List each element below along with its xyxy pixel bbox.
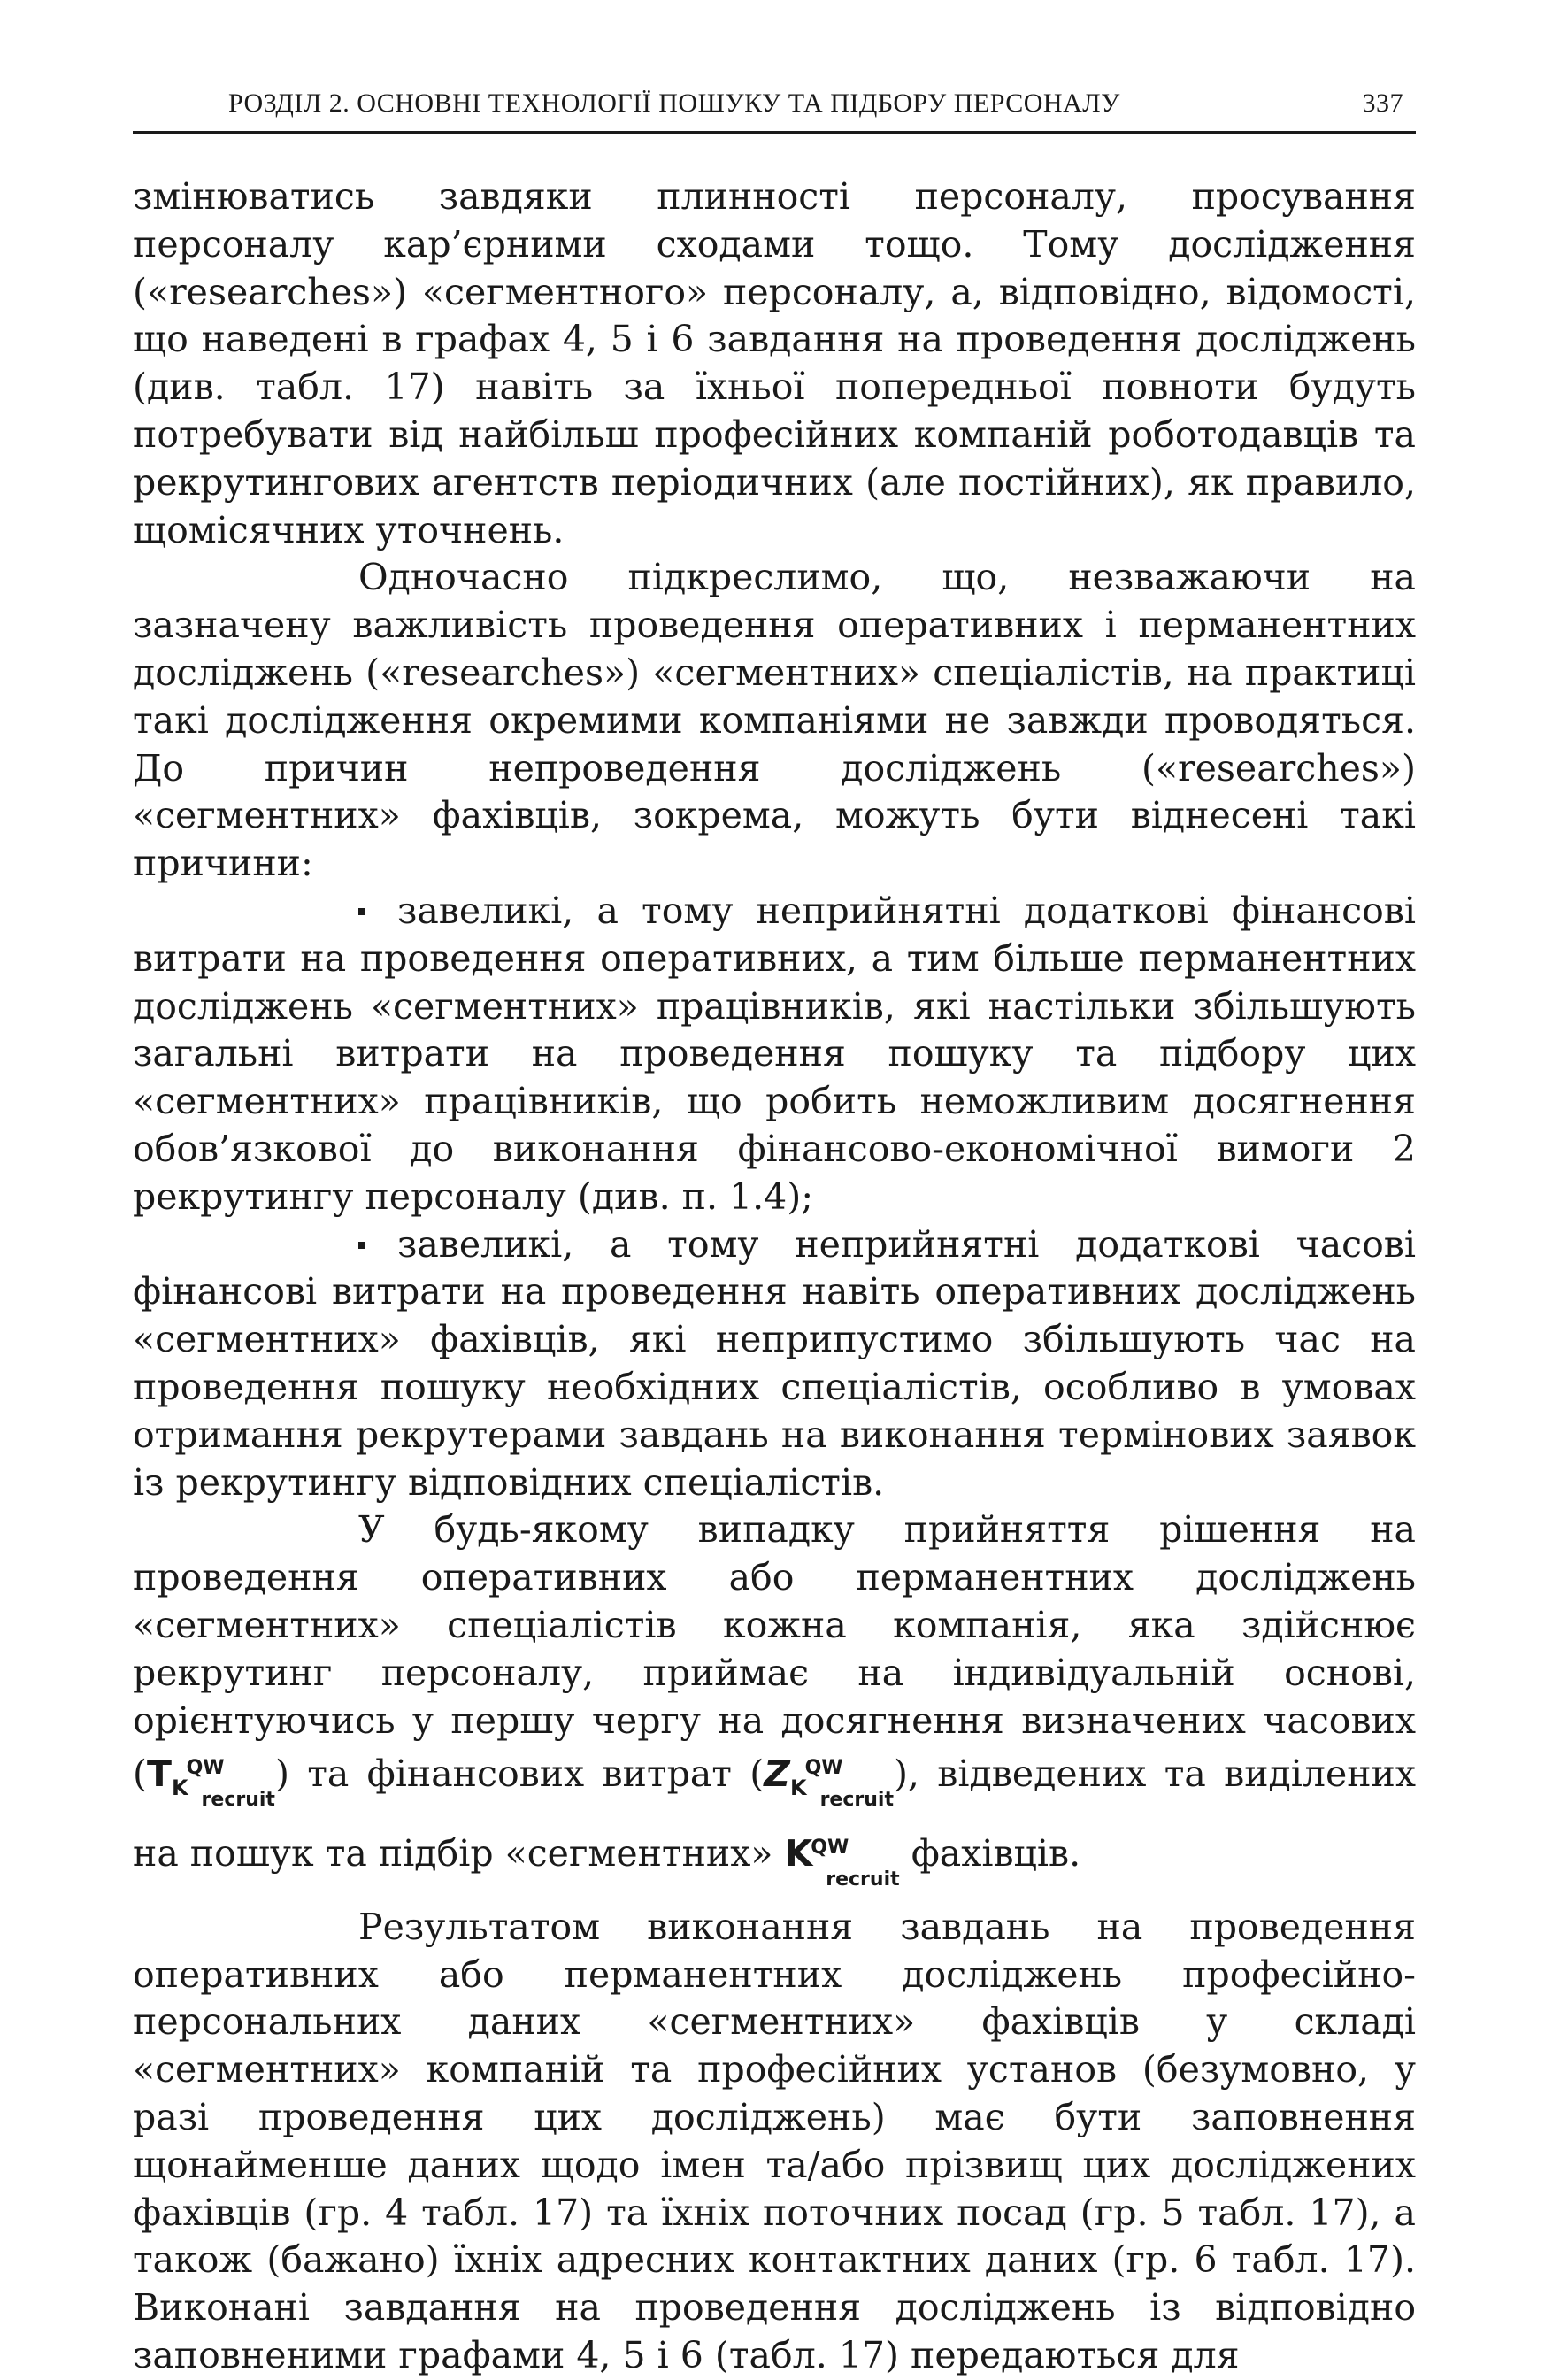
bullet-item-2	[133, 1221, 1416, 1507]
paragraph-3-part-a: У будь-якому випадку прийняття рішення на проведення оперативних або перманентних досліджень «сегментних» спеціалістів кожна компанія, яка здійснює рекрутинг персоналу, приймає на індивідуальній основі, орієнтуючись у першу чергу на досягнення визначених часових (	[133, 1508, 1416, 1796]
paragraph-3-part-b: ) та фінансових витрат (	[274, 1752, 765, 1796]
paragraph-3-part-c: ), відведених та виділених на пошук та підбір «сегментних»	[133, 1752, 1416, 1876]
symbol-qw-sup: QW	[186, 1757, 225, 1780]
paragraph-4: Результатом виконання завдань на проведення оперативних або перманентних досліджень професійно-персональних даних «сегментних» фахівців у складі «сегментних» компаній та професійних установ (безумовно, у разі проведення цих досліджень) має бути заповнення щонайменше даних щодо імен та/або прізвищ цих досліджених фахівців (гр. 4 табл. 17) та їхніх поточних посад (гр. 5 табл. 17), а також (бажано) їхніх адресних контактних даних (гр. 6 табл. 17). Виконані завдання на проведення досліджень із відповідно заповненими графами 4, 5 і 6 (табл. 17) передаються для	[133, 1905, 1416, 2377]
formula-t-k-recruit	[147, 1752, 275, 1812]
bullet-icon	[358, 908, 365, 915]
symbol-recruit-sub: recruit	[826, 1868, 900, 1891]
page-number: 337	[1362, 89, 1403, 118]
symbol-t: T	[147, 1752, 172, 1796]
symbol-recruit-sub: recruit	[819, 1789, 894, 1812]
symbol-qw-sup: QW	[804, 1757, 843, 1780]
symbol-k-sub: K	[171, 1775, 188, 1801]
symbol-qw-sup: QW	[811, 1837, 849, 1860]
chapter-title: РОЗДІЛ 2. ОСНОВНІ ТЕХНОЛОГІЇ ПОШУКУ ТА ПІДБОРУ ПЕРСОНАЛУ	[228, 89, 1120, 118]
bullet-text-2: завеликі, а тому неприйнятні додаткові часові фінансові витрати на проведення навіть оперативних досліджень «сегментних» фахівців, які неприпустимо збільшують час на проведення пошуку необхідних спеціалістів, особливо в умовах отримання рекрутерами завдань на виконання термінових заявок із рекрутингу відповідних спеціалістів.	[133, 1222, 1416, 1504]
symbol-recruit-sub: recruit	[201, 1789, 275, 1812]
symbol-k: K	[784, 1832, 813, 1876]
bullet-icon	[358, 1242, 365, 1249]
bullet-text-1: завеликі, а тому неприйнятні додаткові фінансові витрати на проведення оперативних, а тим більше перманентних досліджень «сегментних» працівників, які настільки збільшують загальні витрати на проведення пошуку та підбору цих «сегментних» працівників, що робить неможливим досягнення обов’язкової до виконання фінансово-економічної вимоги 2 рекрутингу персоналу (див. п. 1.4);	[133, 889, 1416, 1218]
paragraph-1: змінюватись завдяки плинності персоналу, просування персоналу кар’єрними сходами тощо. Тому дослідження («researches») «сегментного» персоналу, а, відповідно, відомості, що наведені в графах 4, 5 і 6 завдання на проведення досліджень (див. табл. 17) навіть за їхньої попередньої повноти будуть потребувати від найбільш професійних компаній роботодавців та рекрутингових агентств періодичних (але постійних), як правило, щомісячних уточнень.	[133, 175, 1416, 551]
formula-z-k-recruit	[764, 1752, 894, 1812]
running-header	[133, 85, 1416, 134]
bullet-item-1	[133, 888, 1416, 1221]
paragraph-3	[133, 1506, 1416, 1904]
symbol-z: Z	[764, 1752, 790, 1796]
paragraph-3-part-d: фахівців.	[911, 1832, 1081, 1876]
formula-k-recruit	[784, 1832, 900, 1891]
paragraph-2: Одночасно підкреслимо, що, незважаючи на зазначену важливість проведення оперативних і перманентних досліджень («researches») «сегментних» спеціалістів, на практиці такі дослідження окремими компаніями не завжди проводяться. До причин непроведення досліджень («researches») «сегментних» фахівців, зокрема, можуть бути віднесені такі причини:	[133, 556, 1416, 885]
symbol-k-sub: K	[790, 1775, 807, 1801]
body-text	[133, 173, 1416, 2380]
